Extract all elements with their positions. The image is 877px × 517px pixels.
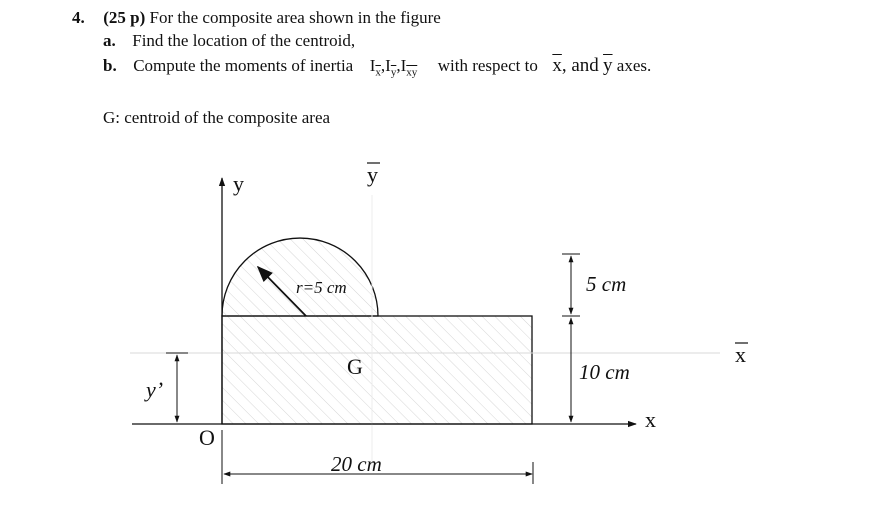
semicircle-height-label: 5 cm [586,272,627,296]
width-dimension-label: 20 cm [331,452,382,476]
inertia-iy: $I_{\overline{y}}$ [385,56,397,79]
radius-label: r=5 cm [296,278,347,297]
rect-height-label: 10 cm [579,360,630,384]
part-b-text: Compute the moments of inertia [133,56,354,75]
part-b-label: b. [103,56,117,75]
part-a-label: a. [103,31,116,50]
problem-intro: For the composite area shown in the figure [149,8,441,27]
origin-label: O [199,425,215,450]
x-axis-label: x [645,407,656,432]
axes-text: axes. [616,56,652,75]
inertia-ix: $I_{\overline{x}}$ [369,56,381,79]
y-axis-label: y [233,171,244,196]
yprime-label: y’ [146,377,164,402]
centroid-note: G: centroid of the composite area [103,108,331,127]
xbar-label: x [735,342,746,367]
rectangle-area [222,316,532,424]
ybar-label: y [367,162,378,187]
problem-number: 4. [72,8,85,27]
ybar-text: $\overline{y}$ [603,55,613,76]
and-text: , and [561,55,599,76]
part-a-text: Find the location of the centroid, [132,31,356,50]
xbar-text: $\overline{x}$ [552,55,562,76]
part-b-line: b. Compute the moments of inertia $I_{\overline{x}},I_{\overline{y}},I_{\overline{xy}}$ with respect to $\overline{x}$, and $\overline{y}$ axes. [103,55,652,79]
inertia-ixy: $I_{\overline{xy}}$ [400,56,418,79]
centroid-label: G [347,354,363,379]
respect-text: with respect to [437,56,538,75]
problem-points: (25 p) [103,8,146,27]
